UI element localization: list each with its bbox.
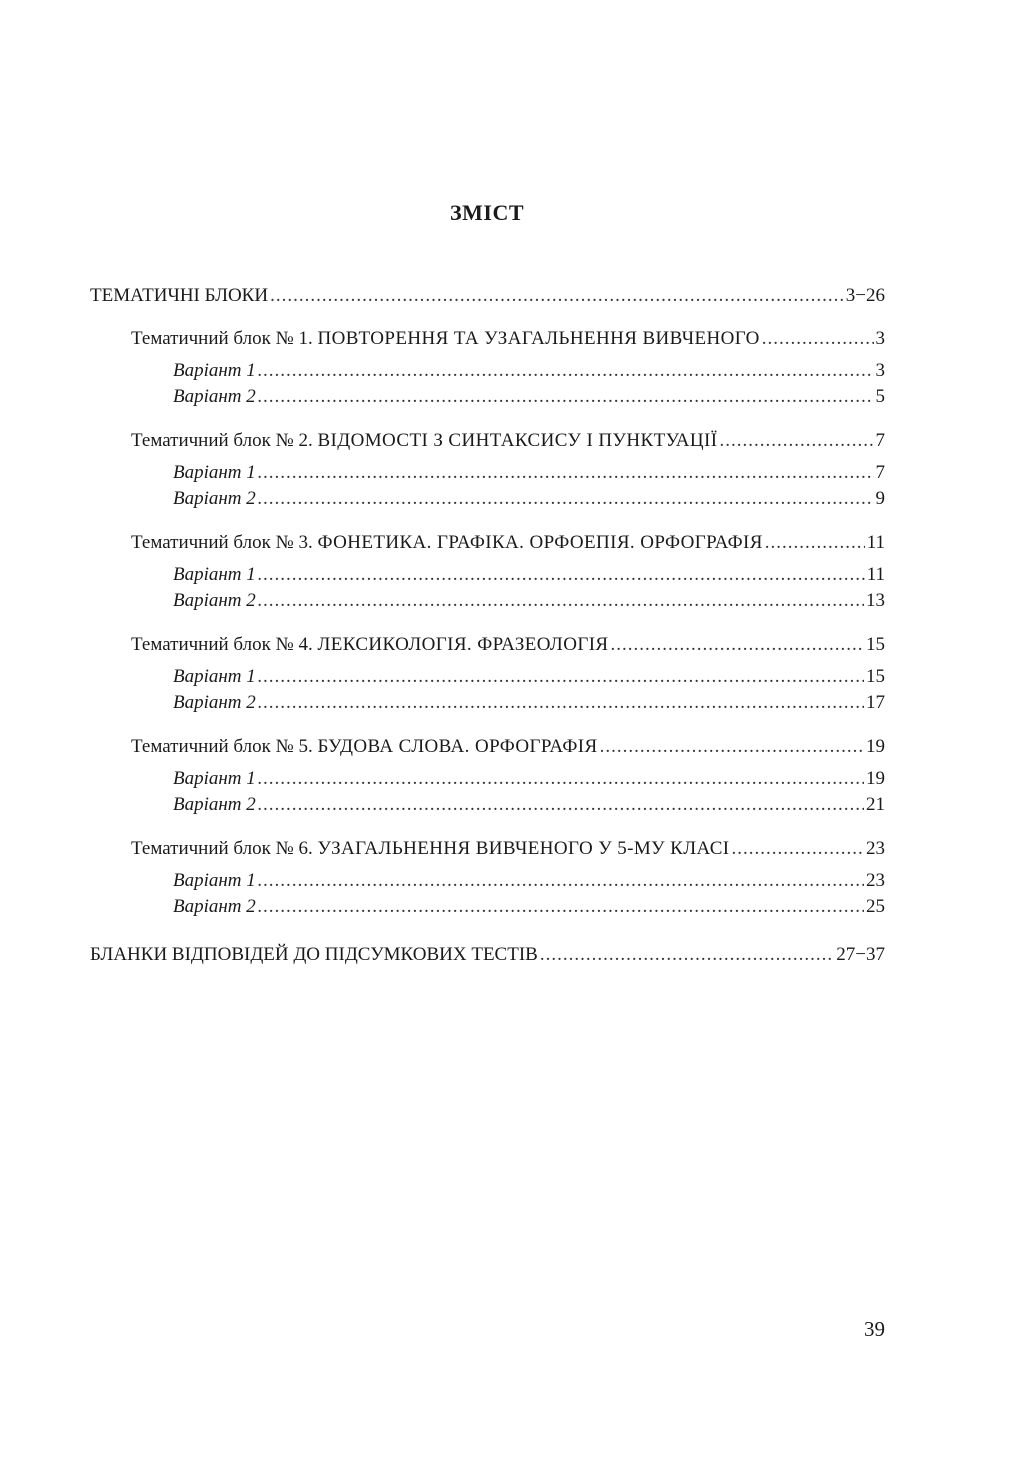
leader-dots (732, 836, 865, 862)
toc-page-number: 15 (866, 666, 885, 687)
toc-block-1-variant-2[interactable] (90, 384, 885, 410)
toc-page-number: 11 (866, 532, 885, 553)
toc-page-number: 19 (866, 768, 885, 789)
toc-block-prefix: Тематичний блок № 6. (131, 838, 318, 859)
toc-block-title: ЛЕКСИКОЛОГІЯ. ФРАЗЕОЛОГІЯ (317, 634, 609, 655)
toc-section-label: ТЕМАТИЧНІ БЛОКИ (90, 285, 269, 306)
toc-block-prefix: Тематичний блок № 4. (131, 634, 318, 655)
leader-dots (270, 283, 844, 309)
leader-dots (765, 530, 865, 556)
leader-dots (258, 690, 864, 716)
toc-block-prefix: Тематичний блок № 5. (131, 736, 318, 757)
toc-block-label (131, 326, 760, 352)
toc-block-label (131, 734, 598, 760)
toc-block-5[interactable] (90, 734, 885, 760)
toc-block-label (131, 836, 730, 862)
toc-page-number: 21 (866, 794, 885, 815)
toc-block-5-variant-2[interactable] (90, 792, 885, 818)
toc-variant-label: Варіант 1 (173, 360, 256, 381)
toc-variant-label: Варіант 2 (173, 794, 256, 815)
toc-variant-label: Варіант 1 (173, 666, 256, 687)
toc-block-label (131, 632, 609, 658)
leader-dots (600, 734, 864, 760)
toc-page-number: 27−37 (836, 944, 885, 965)
toc-block-title: ПОВТОРЕННЯ ТА УЗАГАЛЬНЕННЯ ВИВЧЕНОГО (317, 328, 760, 349)
toc-block-prefix: Тематичний блок № 3. (131, 532, 318, 553)
leader-dots (258, 358, 874, 384)
toc-page-number: 15 (866, 634, 885, 655)
leader-dots (611, 632, 864, 658)
leader-dots (258, 792, 864, 818)
toc-block-5-variant-1[interactable] (90, 766, 885, 792)
toc-page-number: 9 (875, 488, 885, 509)
toc-section-label: БЛАНКИ ВІДПОВІДЕЙ ДО ПІДСУМКОВИХ ТЕСТІВ (90, 944, 538, 965)
toc-block-6[interactable] (90, 836, 885, 862)
toc-block-title: БУДОВА СЛОВА. ОРФОГРАФІЯ (317, 736, 598, 757)
leader-dots (258, 562, 865, 588)
leader-dots (540, 942, 834, 968)
toc-section-answer-sheets[interactable] (90, 942, 885, 968)
toc-block-title: УЗАГАЛЬНЕННЯ ВИВЧЕНОГО У 5-МУ КЛАСІ (317, 838, 730, 859)
toc-page-number: 25 (866, 896, 885, 917)
page-title: ЗМІСТ (450, 200, 524, 225)
toc-page-number: 3 (875, 328, 885, 349)
leader-dots (258, 894, 864, 920)
toc-block-3-variant-1[interactable] (90, 562, 885, 588)
toc-variant-label: Варіант 1 (173, 870, 256, 891)
table-of-contents (90, 283, 885, 968)
toc-block-6-variant-2[interactable] (90, 894, 885, 920)
toc-page-number: 3−26 (845, 285, 885, 306)
toc-page-number: 7 (875, 462, 885, 483)
toc-variant-label: Варіант 1 (173, 564, 256, 585)
leader-dots (258, 460, 874, 486)
toc-block-1[interactable] (90, 326, 885, 352)
toc-block-2-variant-1[interactable] (90, 460, 885, 486)
toc-variant-label: Варіант 2 (173, 692, 256, 713)
leader-dots (258, 664, 864, 690)
toc-block-prefix: Тематичний блок № 2. (131, 430, 318, 451)
toc-page-number: 23 (866, 838, 885, 859)
toc-page-number: 5 (875, 386, 885, 407)
toc-block-3-variant-2[interactable] (90, 588, 885, 614)
leader-dots (258, 766, 864, 792)
toc-block-title: ФОНЕТИКА. ГРАФІКА. ОРФОЕПІЯ. ОРФОГРАФІЯ (317, 532, 763, 553)
toc-block-3[interactable] (90, 530, 885, 556)
toc-variant-label: Варіант 2 (173, 590, 256, 611)
leader-dots (762, 326, 874, 352)
toc-variant-label: Варіант 2 (173, 386, 256, 407)
leader-dots (258, 486, 874, 512)
leader-dots (720, 428, 874, 454)
toc-page-number: 3 (875, 360, 885, 381)
toc-page-number: 11 (866, 564, 885, 585)
toc-block-4-variant-1[interactable] (90, 664, 885, 690)
page-number: 39 (864, 1317, 885, 1341)
toc-block-6-variant-1[interactable] (90, 868, 885, 894)
toc-block-prefix: Тематичний блок № 1. (131, 328, 318, 349)
toc-section-thematic-blocks[interactable] (90, 283, 885, 309)
toc-block-label (131, 530, 763, 556)
leader-dots (258, 868, 864, 894)
toc-page-number: 17 (866, 692, 885, 713)
toc-page-number: 7 (875, 430, 885, 451)
toc-block-2-variant-2[interactable] (90, 486, 885, 512)
toc-page-number: 23 (866, 870, 885, 891)
toc-page-number: 19 (866, 736, 885, 757)
toc-variant-label: Варіант 2 (173, 488, 256, 509)
toc-variant-label: Варіант 2 (173, 896, 256, 917)
toc-block-1-variant-1[interactable] (90, 358, 885, 384)
toc-variant-label: Варіант 1 (173, 462, 256, 483)
toc-block-2[interactable] (90, 428, 885, 454)
toc-variant-label: Варіант 1 (173, 768, 256, 789)
toc-page-number: 13 (866, 590, 885, 611)
toc-block-4[interactable] (90, 632, 885, 658)
toc-block-title: ВІДОМОСТІ З СИНТАКСИСУ І ПУНКТУАЦІЇ (317, 430, 718, 451)
toc-block-4-variant-2[interactable] (90, 690, 885, 716)
leader-dots (258, 588, 864, 614)
toc-block-label (131, 428, 718, 454)
leader-dots (258, 384, 874, 410)
